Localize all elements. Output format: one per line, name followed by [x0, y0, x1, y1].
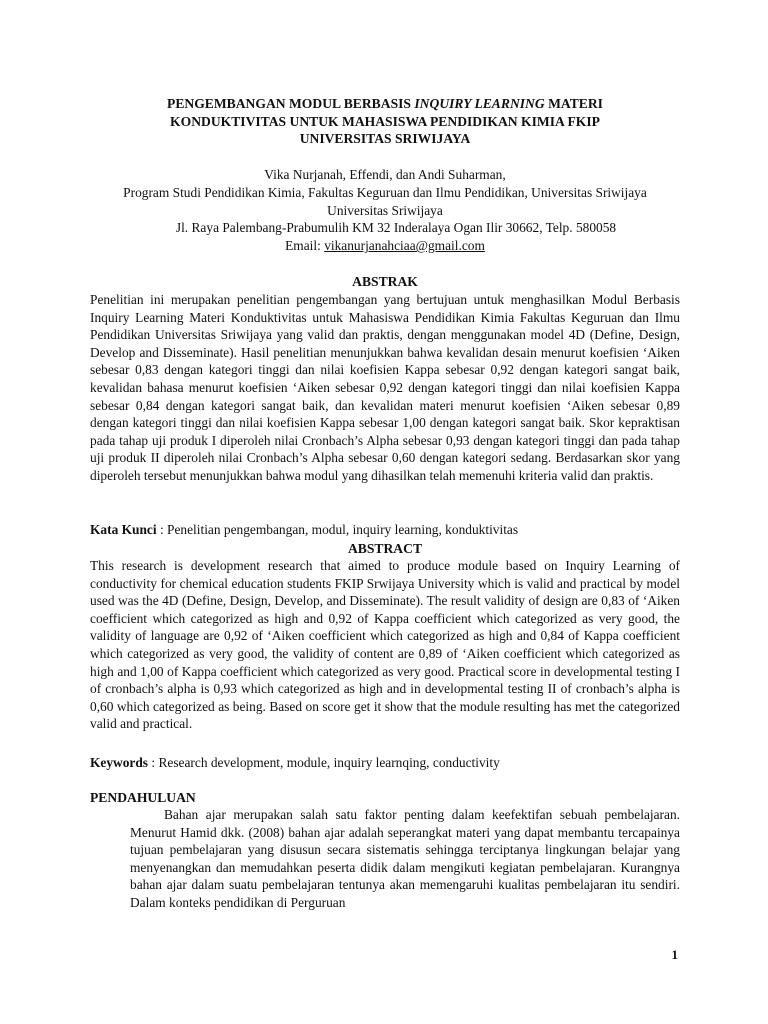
abstrak-heading: ABSTRAK — [352, 274, 418, 289]
abstrak-keywords-text: : Penelitian pengembangan, modul, inquiry learning, konduktivitas — [156, 522, 519, 537]
page-number: 1 — [671, 947, 678, 962]
author-block — [90, 166, 680, 255]
title-italic-term: INQUIRY LEARNING — [414, 96, 545, 111]
author-university: Universitas Sriwijaya — [327, 202, 443, 218]
abstract-keywords-label: Keywords — [90, 755, 149, 770]
pendahuluan-heading: PENDAHULUAN — [90, 790, 196, 805]
author-names: Vika Nurjanah, Effendi, dan Andi Suharman, — [264, 167, 506, 182]
title-line-3: UNIVERSITAS SRIWIJAYA — [299, 131, 471, 146]
abstrak-keywords — [90, 521, 680, 539]
abstract-body: This research is development research that aimed to produce module based on Inquiry Learning of conductivity for chemical education students FKIP Srwijaya University which is valid and practical by model used was the 4D (Define, Design, Develop, and Disseminate). The result validity of design are 0,83 of ‘Aiken coefficient which categorized as high and 0,92 of Kappa coefficient which categorized as very good, the validity of language are 0,92 of ‘Aiken coefficient which categorized as high and 0,84 of Kappa coefficient which categorized as very good, the validity of content are 0,89 of ‘Aiken coefficient which categorized as high and 1,00 of Kappa coefficient which categorized as very good. Practical score in developmental testing I of cronbach’s alpha is 0,93 which categorized as high and in developmental testing II of cronbach’s alpha is 0,60 which categorized as being. Based on score get it show that the module resulting has met the categorized valid and practical. — [90, 558, 680, 732]
author-address: Jl. Raya Palembang-Prabumulih KM 32 Inderalaya Ogan Ilir 30662, Telp. 580058 — [175, 220, 617, 236]
abstract-heading: ABSTRACT — [347, 541, 423, 556]
abstract-keywords — [90, 754, 680, 772]
pendahuluan-body: Bahan ajar merupakan salah satu faktor penting dalam keefektifan sebuah pembelajaran. Menurut Hamid dkk. (2008) bahan ajar adalah seperangkat materi yang dapat membantu tercapainya tujuan pembelajaran yang disusun secara sistematis sehingga terciptanya lingkungan belajar yang menyenangkan dan memudahkan peserta didik dalam mengikuti kegiatan pembelajaran. Kurangnya bahan ajar dalam suatu pembelajaran tentunya akan memengaruhi kualitas pembelajaran itu sendiri. Dalam konteks pendidikan di Perguruan — [130, 807, 680, 910]
paper-title — [90, 95, 680, 148]
title-line-1-suffix: MATERI — [544, 96, 603, 111]
title-line-1 — [90, 95, 680, 113]
author-affiliation: Program Studi Pendidikan Kimia, Fakultas Keguruan dan Ilmu Pendidikan, Universitas Sriwijaya — [123, 184, 647, 200]
abstrak-keywords-label: Kata Kunci — [90, 522, 157, 537]
email-link[interactable]: vikanurjanahciaa@gmail.com — [324, 238, 485, 254]
abstract-keywords-text: : Research development, module, inquiry learnqing, conductivity — [148, 755, 500, 770]
author-email-line — [90, 237, 680, 255]
title-line-1-prefix: PENGEMBANGAN MODUL BERBASIS — [167, 96, 415, 111]
title-line-2: KONDUKTIVITAS UNTUK MAHASISWA PENDIDIKAN KIMIA FKIP — [170, 113, 600, 129]
abstrak-body: Penelitian ini merupakan penelitian pengembangan yang bertujuan untuk menghasilkan Modul Berbasis Inquiry Learning Materi Konduktivitas untuk Mahasiswa Pendidikan Kimia Fakultas Keguruan dan Ilmu Pendidikan Universitas Sriwijaya yang valid dan praktis, dengan menggunakan model 4D (Define, Design, Develop and Disseminate). Hasil penelitian menunjukkan bahwa kevalidan desain menurut koefisien ‘Aiken sebesar 0,83 dengan kategori tinggi dan nilai koefisien Kappa sebesar 0,92 dengan kategori sangat baik, kevalidan bahasa menurut koefisien ‘Aiken sebesar 0,92 dengan kategori tinggi dan nilai koefisien Kappa sebesar 0,84 dengan kategori sangat baik, dan kevalidan materi menurut koefisien ‘Aiken sebesar 0,89 dengan kategori tinggi dan nilai koefisien Kappa sebesar 1,00 dengan kategori sangat baik. Skor kepraktisan pada tahap uji produk I diperoleh nilai Cronbach’s Alpha sebesar 0,93 dengan kategori tinggi dan pada tahap uji produk II diperoleh nilai Cronbach’s Alpha sebesar 0,60 dengan kategori sedang. Berdasarkan skor yang diperoleh tersebut menunjukkan bahwa modul yang dihasilkan telah memenuhi kriteria valid dan praktis. — [90, 292, 680, 483]
email-label: Email: — [285, 238, 325, 254]
